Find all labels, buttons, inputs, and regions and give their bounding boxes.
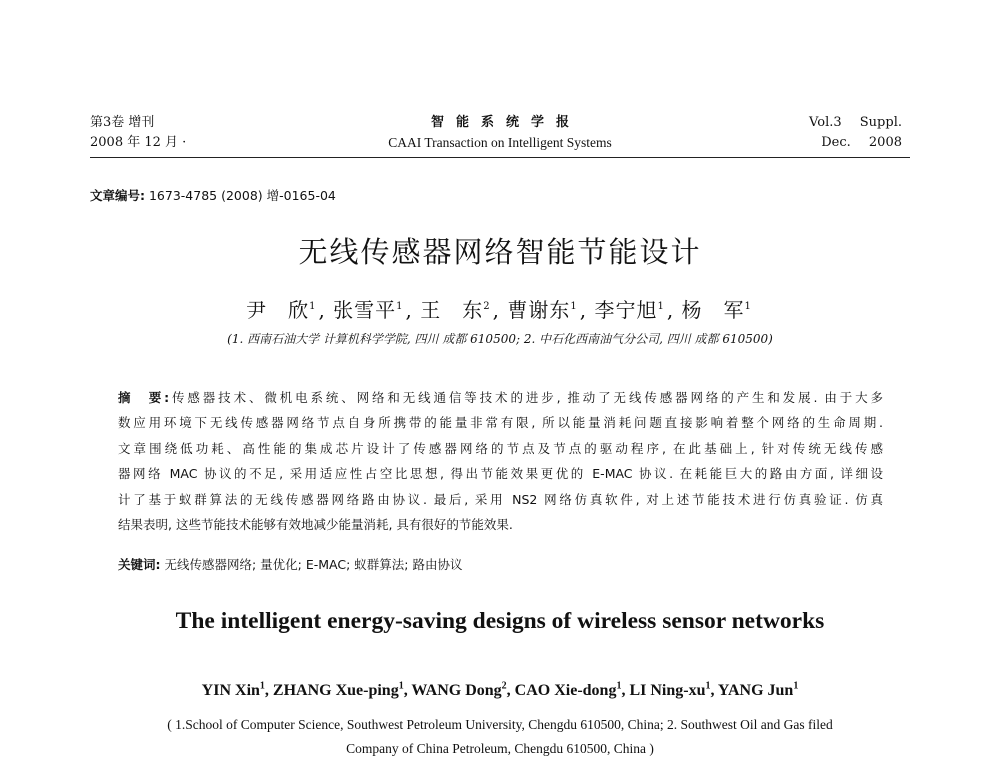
header-suppl: Suppl. (859, 115, 902, 130)
author-en: WANG Dong$^2$, (411, 681, 511, 700)
abstract (118, 385, 883, 537)
author-cn: 尹 欣$^1$ , (246, 298, 326, 322)
paper-title-en: The intelligent energy-saving designs of wireless sensor networks (175, 608, 825, 634)
author-list-cn (0, 294, 1000, 323)
affiliation-en-line: ( 1.School of Computer Science, Southwest Petroleum University, Chengdu 610500, China; 2. Southwest Oil and Gas filed (167, 717, 833, 732)
article-number (90, 186, 336, 204)
author-list-en (0, 681, 1000, 700)
author-cn: 杨 军$^1$ (681, 298, 752, 322)
running-header (90, 113, 910, 158)
abstract-line: 摘 要:传感器技术、微机电系统、网络和无线通信等技术的进步, 推动了无线传感器网络的产生和发展. 由于大多 (118, 390, 883, 405)
header-volume: 第3卷 增刊 (90, 115, 155, 130)
keywords (118, 555, 883, 573)
author-cn: 李宁旭$^1$ , (594, 298, 675, 322)
header-year: 2008 (868, 135, 902, 150)
header-center (90, 113, 910, 153)
header-date: 2008 年 12 月 · (90, 135, 187, 150)
affiliation-en (0, 713, 1000, 761)
keywords-value: 无线传感器网络; 量优化; E-MAC; 蚁群算法; 路由协议 (164, 557, 463, 572)
keywords-label: 关键词: (118, 557, 161, 572)
journal-title-cn: 智能系统学报 (430, 115, 581, 130)
abstract-line: 数应用环境下无线传感器网络节点自身所携带的能量非常有限, 所以能量消耗问题直接影响着整个网络的生命周期. (118, 415, 883, 431)
author-en: CAO Xie-dong$^1$, (514, 681, 626, 700)
abstract-line: 文章围绕低功耗、高性能的集成芯片设计了传感器网络的节点及节点的驱动程序, 在此基础上, 针对传统无线传感 (118, 440, 883, 456)
author-cn: 王 东$^2$ , (420, 298, 500, 322)
author-en: ZHANG Xue-ping$^1$, (272, 681, 408, 700)
affiliation-en-line: Company of China Petroleum, Chengdu 610500, China ) (346, 741, 654, 756)
abstract-label: 摘 要: (118, 390, 170, 405)
header-month: Dec. (821, 135, 851, 150)
header-vol: Vol.3 (809, 115, 842, 130)
journal-title-en: CAAI Transaction on Intelligent Systems (388, 135, 612, 150)
author-cn: 张雪平$^1$ , (333, 298, 413, 322)
abstract-line: 计了基于蚁群算法的无线传感器网络路由协议. 最后, 采用 NS2 网络仿真软件, 对上述节能技术进行仿真验证. 仿真 (118, 491, 883, 507)
abstract-line: 器网络 MAC 协议的不足, 采用适应性占空比思想, 得出节能效果更优的 E-MAC 协议. 在耗能巨大的路由方面, 详细设 (118, 466, 883, 482)
author-en: YANG Jun$^1$ (717, 681, 799, 700)
author-en: YIN Xin$^1$, (201, 681, 269, 700)
article-number-value: 1673-4785 (2008) 增-0165-04 (148, 188, 336, 203)
author-en: LI Ning-$xu^1$, (629, 681, 715, 700)
header-right (795, 113, 902, 153)
paper-title-cn: 无线传感器网络智能节能设计 (298, 235, 702, 269)
abstract-line: 结果表明, 这些节能技术能够有效地减少能量消耗, 具有很好的节能效果. (118, 517, 513, 533)
article-number-label: 文章编号: (90, 188, 145, 203)
affiliation-cn: (1. 西南石油大学 计算机科学学院, 四川 成都 610500; 2. 中石化西南油气分公司, 四川 成都 610500) (227, 332, 773, 346)
author-cn: 曹谢东$^1$ , (507, 298, 588, 322)
